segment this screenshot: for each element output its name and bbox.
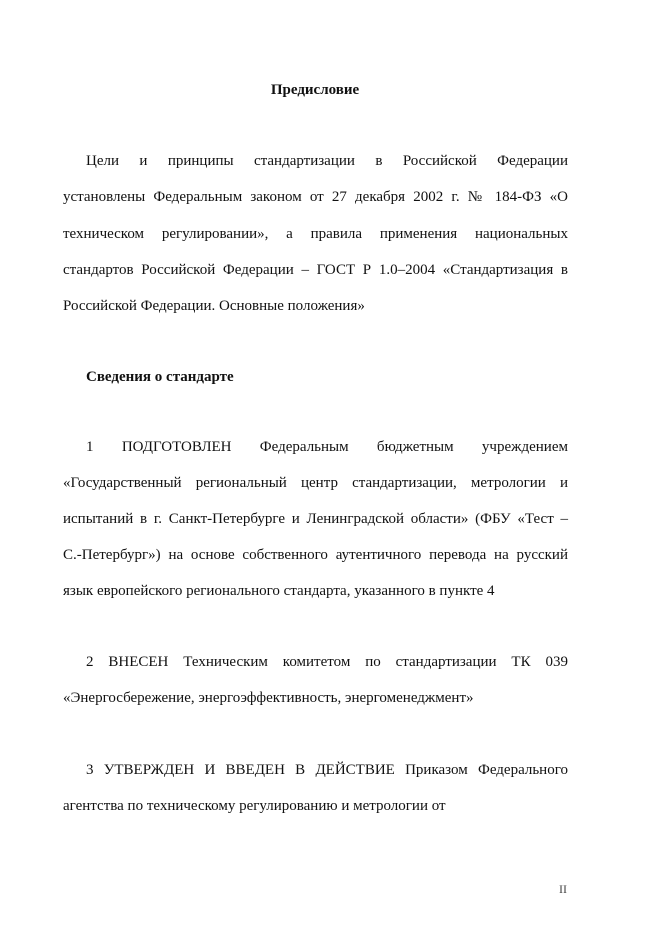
para1-line-4: стандартов Российской Федерации – ГОСТ Р 1.0–2004 «Стандартизация в	[63, 262, 568, 278]
item2-line-1: 2 ВНЕСЕН Техническим комитетом по стандартизации ТК 039	[86, 654, 568, 670]
item1-line-2: «Государственный региональный центр стандартизации, метрологии и	[63, 475, 568, 491]
item1-line-5: язык европейского регионального стандарта, указанного в пункте 4	[63, 583, 495, 599]
para1-line-3: техническом регулировании», а правила применения национальных	[63, 226, 568, 242]
para1-line-2: установлены Федеральным законом от 27 декабря 2002 г. № 184-ФЗ «О	[63, 189, 568, 205]
section-title: Сведения о стандарте	[86, 369, 234, 385]
para1-line-5: Российской Федерации. Основные положения»	[63, 298, 365, 314]
item1-line-1: 1 ПОДГОТОВЛЕН Федеральным бюджетным учреждением	[86, 439, 568, 455]
page-number: II	[559, 882, 567, 896]
item3-line-1: 3 УТВЕРЖДЕН И ВВЕДЕН В ДЕЙСТВИЕ Приказом Федерального	[86, 762, 568, 778]
item3-line-2: агентства по техническому регулированию и метрологии от	[63, 798, 446, 814]
page-title: Предисловие	[270, 82, 360, 98]
para1-line-1: Цели и принципы стандартизации в Российской Федерации	[86, 153, 568, 169]
item1-line-3: испытаний в г. Санкт-Петербурге и Ленинградской области» (ФБУ «Тест –	[63, 511, 568, 527]
item2-line-2: «Энергосбережение, энергоэффективность, энергоменеджмент»	[63, 690, 474, 706]
item1-line-4: С.-Петербург») на основе собственного аутентичного перевода на русский	[63, 547, 568, 563]
